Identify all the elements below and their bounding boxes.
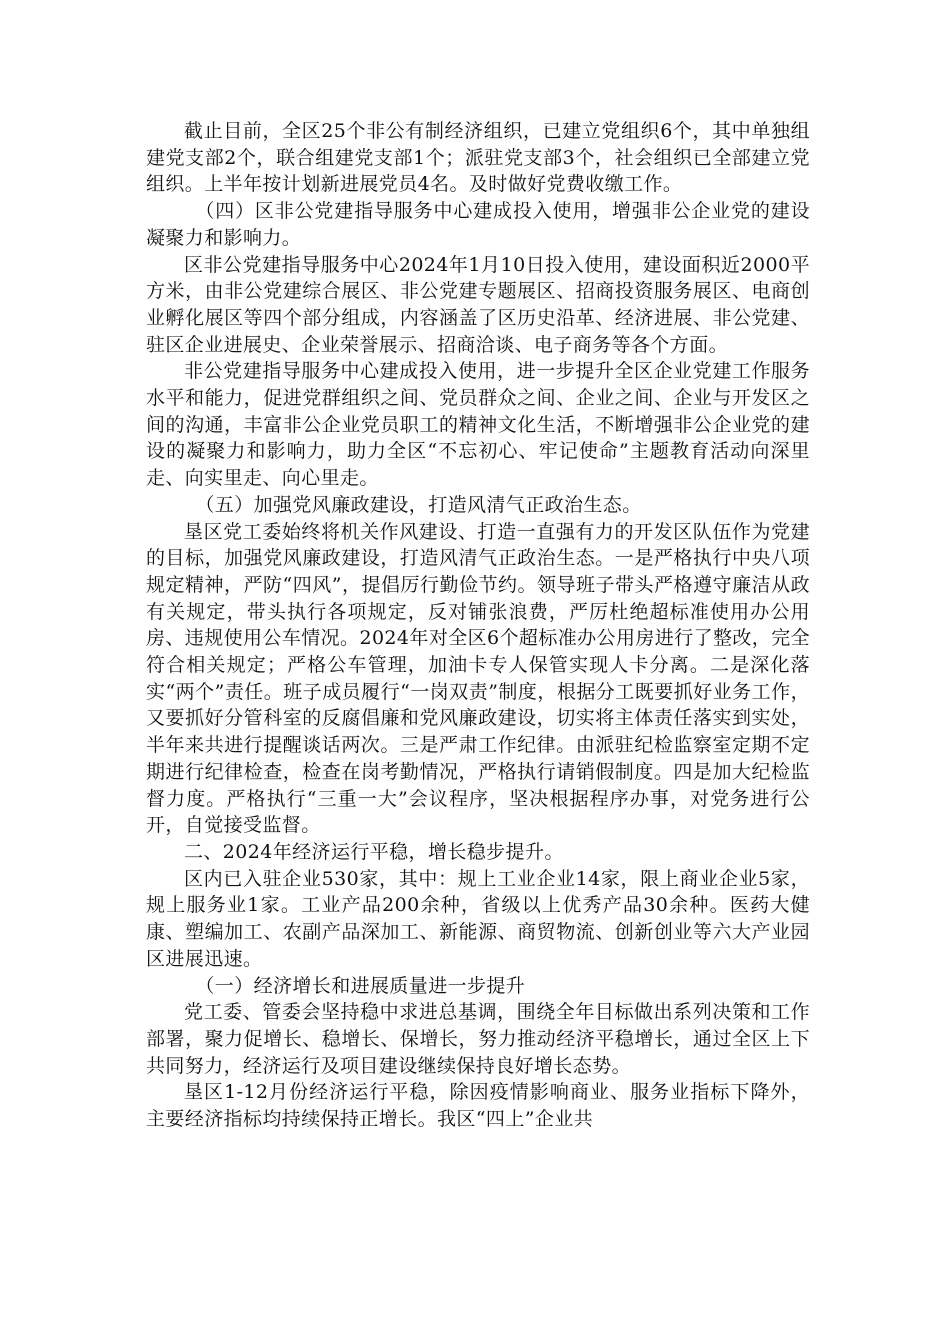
paragraph: 垦区党工委始终将机关作风建设、打造一直强有力的开发区队伍作为党建的目标，加强党风廉政建设，打造风清气正政治生态。一是严格执行中央八项规定精神，严防“四风”，提倡厉行勤俭节约。领导班子带头严格遵守廉洁从政有关规定，带头执行各项规定，反对铺张浪费，严厉杜绝超标准使用办公用房、违规使用公车情况。2024年对全区6个超标准办公用房进行了整改，完全符合相关规定；严格公车管理，加油卡专人保管实现人卡分离。二是深化落实“两个”责任。班子成员履行“一岗双责”制度，根据分工既要抓好业务工作，又要抓好分管科室的反腐倡廉和党风廉政建设，切实将主体责任落实到实处，半年来共进行提醒谈话两次。三是严肃工作纪律。由派驻纪检监察室定期不定期进行纪律检查，检查在岗考勤情况，严格执行请销假制度。四是加大纪检监督力度。严格执行“三重一大”会议程序，坚决根据程序办事，对党务进行公开，自觉接受监督。: [146, 520, 810, 837]
section-heading: （一）经济增长和进展质量进一步提升: [195, 974, 526, 997]
paragraph: 非公党建指导服务中心建成投入使用，进一步提升全区企业党建工作服务水平和能力，促进党群组织之间、党员群众之间、企业之间、企业与开发区之间的沟通，丰富非公企业党员职工的精神文化生活，不断增强非公企业党的建设的凝聚力和影响力，助力全区“不忘初心、牢记使命”主题教育活动向深里走、向实里走、向心里走。: [146, 360, 810, 490]
paragraph: 区内已入驻企业530家，其中：规上工业企业14家，限上商业企业5家，规上服务业1家。工业产品200余种，省级以上优秀产品30余种。医药大健康、塑编加工、农副产品深加工、新能源、商贸物流、创新创业等六大产业园区进展迅速。: [146, 867, 810, 970]
document-body: [146, 118, 810, 1133]
paragraph: 垦区1-12月份经济运行平稳，除因疫情影响商业、服务业指标下降外，主要经济指标均持续保持正增长。我区“四上”企业共: [146, 1081, 810, 1131]
paragraph: 区非公党建指导服务中心2024年1月10日投入使用，建设面积近2000平方米，由非公党建综合展区、非公党建专题展区、招商投资服务展区、电商创业孵化展区等四个部分组成，内容涵盖了区历史沿革、经济进展、非公党建、驻区企业进展史、企业荣誉展示、招商洽谈、电子商务等各个方面。: [146, 253, 810, 356]
paragraph: 党工委、管委会坚持稳中求进总基调，围绕全年目标做出系列决策和工作部署，聚力促增长、稳增长、保增长，努力推动经济平稳增长，通过全区上下共同努力，经济运行及项目建设继续保持良好增长态势。: [146, 1001, 810, 1077]
section-heading: （五）加强党风廉政建设，打造风清气正政治生态。: [195, 493, 642, 516]
section-heading: （四）区非公党建指导服务中心建成投入使用，增强非公企业党的建设凝聚力和影响力。: [146, 200, 810, 249]
paragraph: 截止目前，全区25个非公有制经济组织，已建立党组织6个，其中单独组建党支部2个，联合组建党支部1个；派驻党支部3个，社会组织已全部建立党组织。上半年按计划新进展党员4名。及时做好党费收缴工作。: [146, 120, 810, 196]
section-heading: 二、2024年经济运行平稳，增长稳步提升。: [184, 840, 564, 863]
